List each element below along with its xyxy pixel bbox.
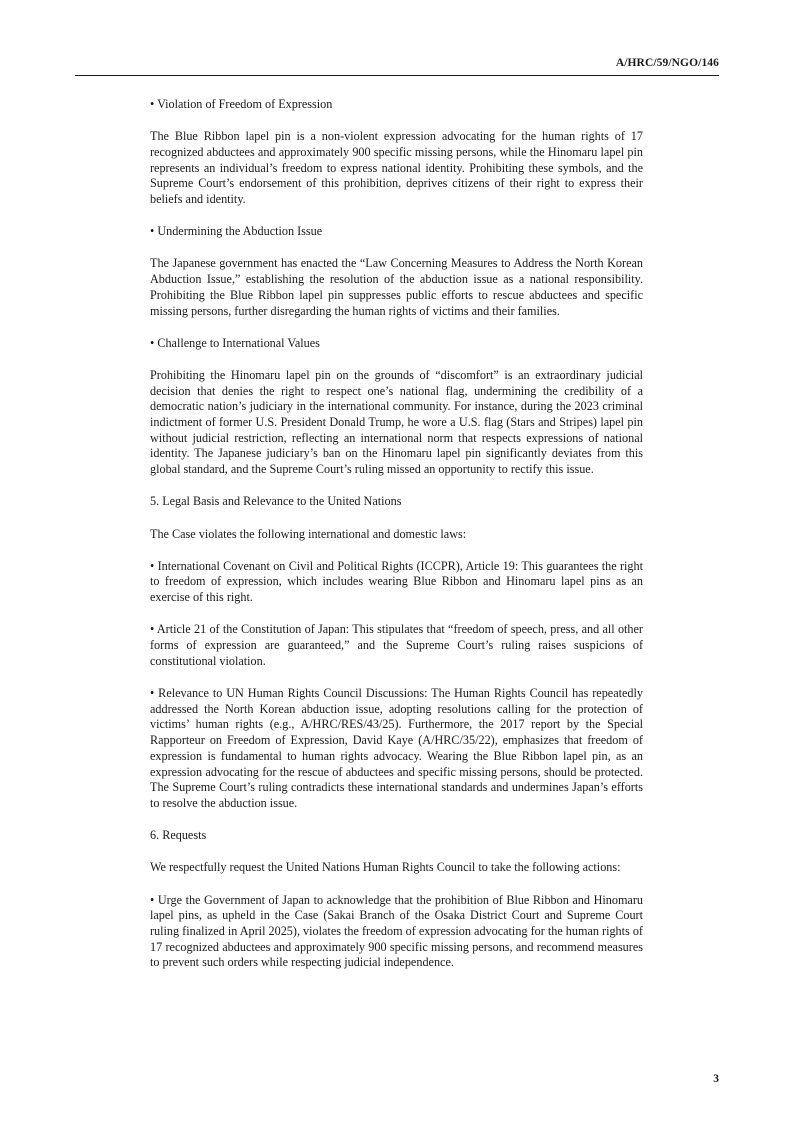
section-heading-requests: 6. Requests [150,828,207,843]
section-heading-international-values: • Challenge to International Values [150,335,320,350]
paragraph-legal-basis-intro: The Case violates the following international and domestic laws: [150,526,467,541]
page-header [75,55,719,76]
paragraph-iccpr: • International Covenant on Civil and Political Rights (ICCPR), Article 19: This guarantees the right to freedom of expression, which includes wearing Blue Ribbon and Hinomaru lapel pins as an exercise of this right. [150,558,643,605]
document-symbol: A/HRC/59/NGO/146 [615,57,719,69]
paragraph-request-urge-government: • Urge the Government of Japan to acknowledge that the prohibition of Blue Ribbon and Hinomaru lapel pins, as upheld in the Case (Sakai Branch of the Osaka District Court and Supreme Court ruling finalized in April 2025), violates the freedom of expression advocating for the human rights of 17 recognized abductees and approximately 900 specific missing persons, and recommend measures to prevent such orders while respecting judicial independence. [150,892,643,970]
section-heading-freedom-of-expression: • Violation of Freedom of Expression [150,97,333,111]
paragraph-international-values: Prohibiting the Hinomaru lapel pin on the grounds of “discomfort” is an extraordinary judicial decision that denies the right to respect one’s national flag, undermining the credibility of a democratic nation’s judiciary in the international community. For instance, during the 2023 criminal indictment of former U.S. President Donald Trump, he wore a U.S. flag (Stars and Stripes) lapel pin without judicial restriction, reflecting an international norm that respects expressions of national identity. The Japanese judiciary’s ban on the Hinomaru lapel pin significantly deviates from this global standard, and the Supreme Court’s ruling missed an opportunity to rectify this issue. [150,367,643,477]
section-heading-legal-basis: 5. Legal Basis and Relevance to the United Nations [150,494,402,509]
paragraph-constitution-article-21: • Article 21 of the Constitution of Japan: This stipulates that “freedom of speech, press, and all other forms of expression are guaranteed,” and the Supreme Court’s ruling raises suspicions of constitutional violation. [150,622,643,668]
document-body [150,97,643,988]
page-number: 3 [713,1073,719,1085]
section-heading-abduction-issue: • Undermining the Abduction Issue [150,224,323,239]
paragraph-un-relevance: • Relevance to UN Human Rights Council Discussions: The Human Rights Council has repeatedly addressed the North Korean abduction issue, adopting resolutions calling for the protection of victims’ human rights (e.g., A/HRC/RES/43/25). Furthermore, the 2017 report by the Special Rapporteur on Freedom of Expression, David Kaye (A/HRC/35/22), emphasizes that freedom of expression is fundamental to human rights advocacy. Wearing the Blue Ribbon lapel pin, as an expression advocating for the rescue of abductees and specific missing persons, should be protected. The Supreme Court’s ruling contradicts these international standards and undermines Japan’s efforts to resolve the abduction issue. [150,685,643,810]
paragraph-requests-intro: We respectfully request the United Nations Human Rights Council to take the following actions: [150,860,621,875]
paragraph-freedom-of-expression: The Blue Ribbon lapel pin is a non-violent expression advocating for the human rights of 17 recognized abductees and approximately 900 specific missing persons, while the Hinomaru lapel pin represents an individual’s freedom to express national identity. Prohibiting these symbols, and the Supreme Court’s endorsement of this prohibition, deprives citizens of their right to express their beliefs and identity. [150,129,643,207]
paragraph-abduction-issue: The Japanese government has enacted the “Law Concerning Measures to Address the North Korean Abduction Issue,” establishing the resolution of the abduction issue as a national responsibility. Prohibiting the Blue Ribbon lapel pin suppresses public efforts to rescue abductees and specific missing persons, further disregarding the human rights of victims and their families. [150,256,643,318]
